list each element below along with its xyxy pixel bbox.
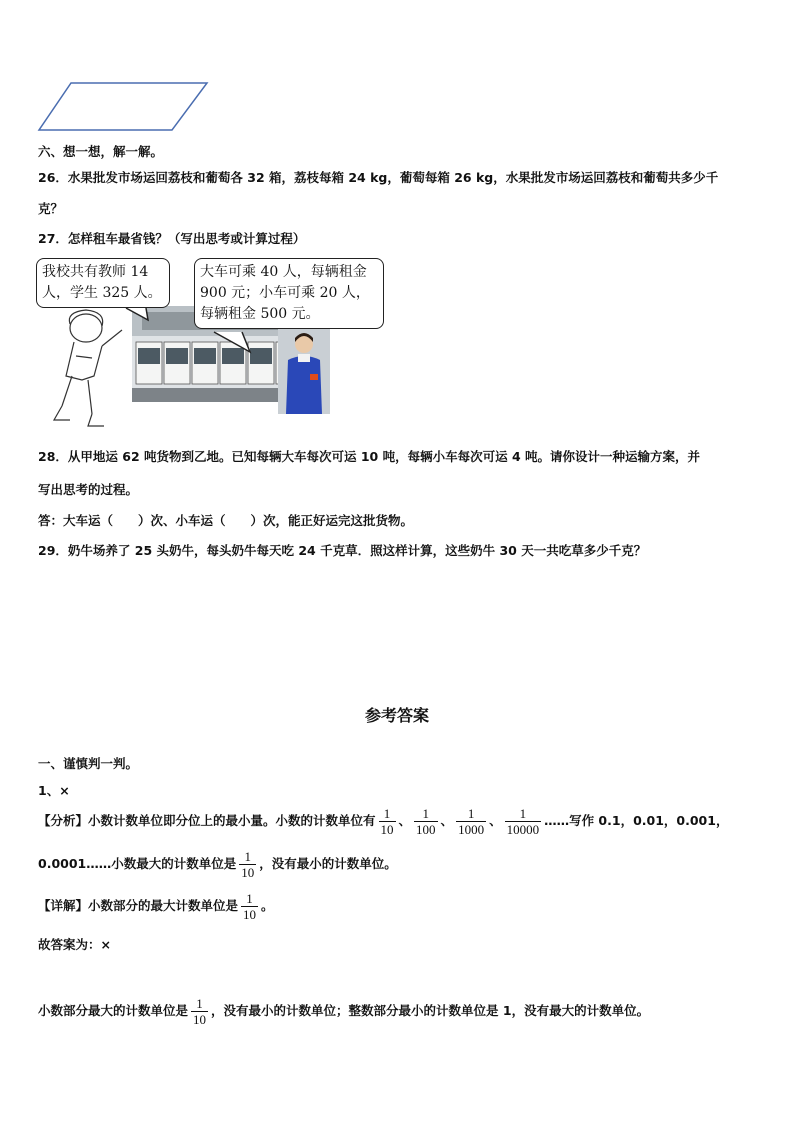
analysis-line2 [38,849,397,880]
summary-text-b: ，没有最小的计数单位；整数部分最小的计数单位是 1，没有最大的计数单位。 [211,1003,650,1018]
question-27: 27．怎样租车最省钱？（写出思考或计算过程） [38,231,306,246]
detail-line [38,891,274,922]
conclusion-line: 故答案为：× [38,937,111,952]
speech-bubble-left [36,258,170,308]
fraction-1-10: $\frac{1}{10}$ [380,806,394,837]
fraction-detail: $\frac{1}{10}$ [243,891,257,922]
bubble-left-line1: 我校共有教师 14 [42,264,149,280]
answers-title: 参考答案 [364,706,429,725]
fraction-1-10000: $\frac{1}{10000}$ [506,806,540,837]
answer-item-1: 1、× [38,783,70,798]
summary-line [38,996,649,1027]
analysis-tag: 【分析】 [38,813,89,828]
fraction-1-1000: $\frac{1}{1000}$ [458,806,485,837]
question-28-line2: 写出思考的过程。 [38,482,139,497]
fraction-max-unit: $\frac{1}{10}$ [241,849,255,880]
question-27-illustration [36,256,386,432]
section-six-heading: 六、想一想，解一解。 [38,144,164,159]
bubble-left-line2: 人，学生 325 人。 [42,285,162,301]
analysis-text-b: ……写作 0.1，0.01，0.001， [544,813,729,828]
analysis-text-d: ，没有最小的计数单位。 [259,856,397,871]
analysis-text-c: 0.0001……小数最大的计数单位是 [38,856,237,871]
answers-section1-heading: 一、谨慎判一判。 [38,756,139,771]
detail-text-a: 小数部分的最大计数单位是 [88,898,239,913]
question-26-line2: 克？ [38,201,64,216]
detail-text-b: 。 [261,898,274,913]
bubble-right-line1: 大车可乘 40 人，每辆租金 [200,264,367,280]
bubble-right-line2: 900 元；小车可乘 20 人， [200,285,370,301]
analysis-text-a: 小数计数单位即分位上的最小量。小数的计数单位有 [88,813,376,828]
fraction-summary: $\frac{1}{10}$ [193,996,207,1027]
parallelogram-figure [36,80,212,134]
bubble-right-line3: 每辆租金 500 元。 [200,306,320,322]
analysis-line1: 【分析】小数计数单位即分位上的最小量。小数的计数单位有 $\frac{1}{10}$ 、 $\frac{1}{100}$ 、 $\frac{1}{1000}$ 、 $\frac{1}{10000}$ ……写作 0.1，0.01，0.001， [38,806,729,837]
speech-bubble-right [194,258,384,329]
detail-tag: 【详解】 [38,898,89,913]
question-28-answer: 答：大车运（ ）次、小车运（ ）次，能正好运完这批货物。 [38,513,414,528]
question-29: 29．奶牛场养了 25 头奶牛，每头奶牛每天吃 24 千克草．照这样计算，这些奶牛 30 天一共吃草多少千克？ [38,543,647,558]
question-26-line1: 26．水果批发市场运回荔枝和葡萄各 32 箱，荔枝每箱 24 kg，葡萄每箱 26 kg，水果批发市场运回荔枝和葡萄共多少千 [38,170,719,185]
fraction-1-100: $\frac{1}{100}$ [416,806,436,837]
summary-text-a: 小数部分最大的计数单位是 [38,1003,189,1018]
question-28-line1: 28．从甲地运 62 吨货物到乙地。已知每辆大车每次可运 10 吨，每辆小车每次可运 4 吨。请你设计一种运输方案，并 [38,449,700,464]
